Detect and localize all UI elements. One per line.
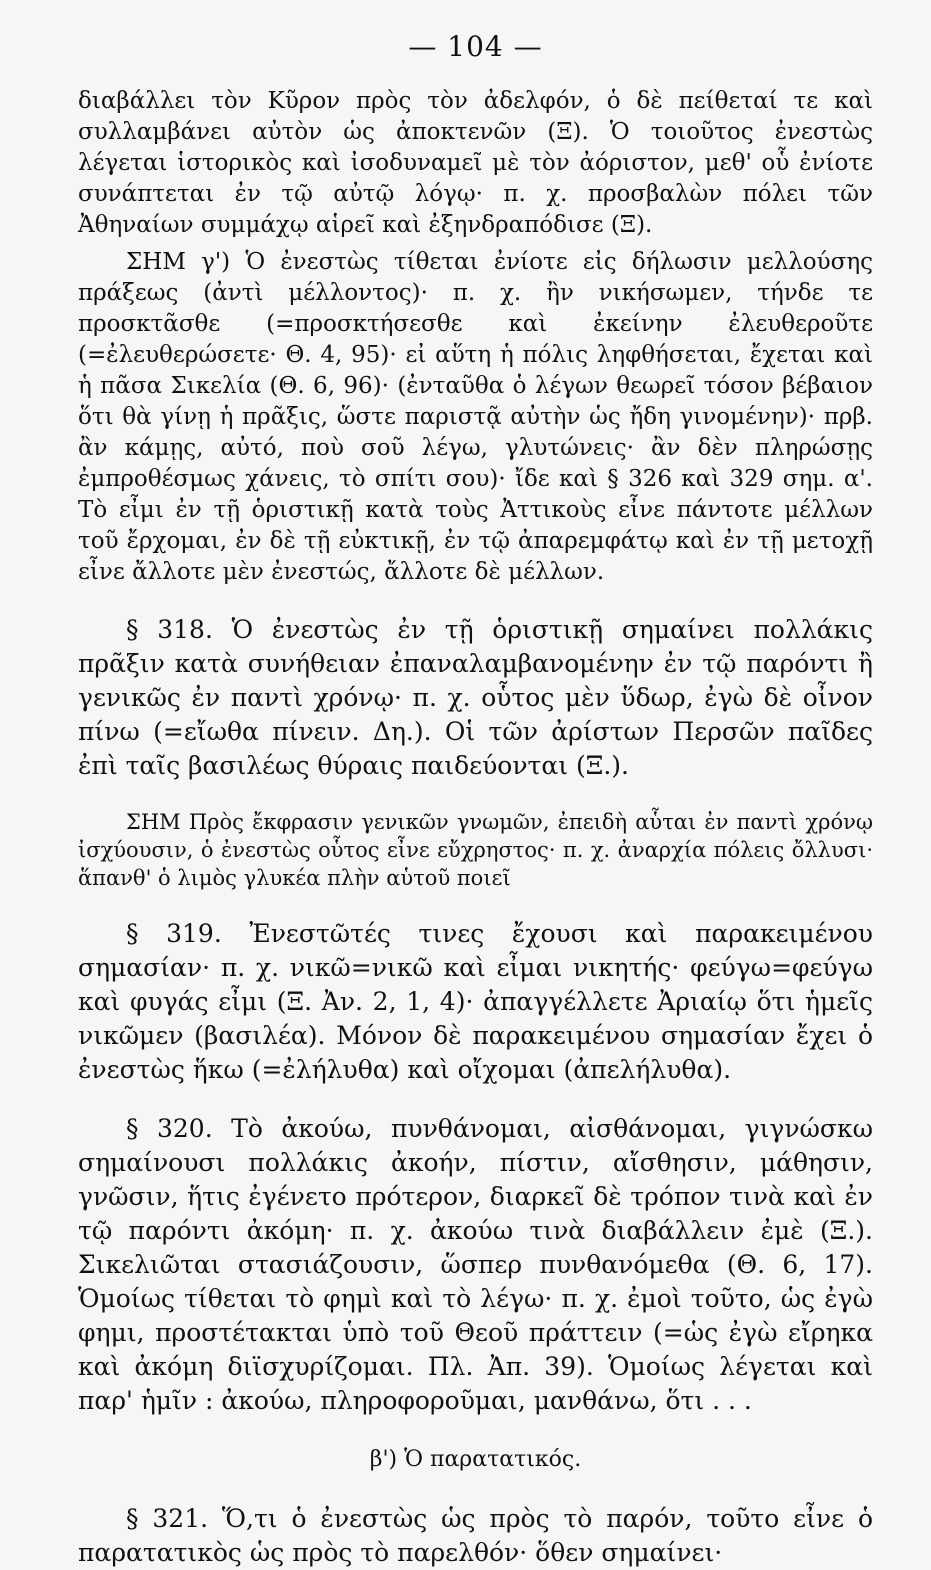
note-general-maxims bbox=[78, 808, 873, 892]
paragraph-319: § 319. Ἐνεστῶτές τινες ἔχουσι καὶ παρακειμένου σημασίαν· π. χ. νικῶ=νικῶ καὶ εἶμαι νικητής· φεύγω=φεύγω καὶ φυγάς εἶμι (Ξ. Ἀν. 2, 1, 4)· ἀπαγγέλλετε Ἀριαίῳ ὅτι ἡμεῖς νικῶμεν (βασιλέα). Μόνον δὲ παρακειμένου σημασίαν ἔχει ὁ ἐνεστὼς ἥκω (=ἐλήλυθα) καὶ οἴχομαι (ἀπελήλυθα). bbox=[78, 919, 873, 1084]
section-321 bbox=[78, 1502, 873, 1570]
paragraph-continued-text bbox=[78, 86, 873, 241]
section-319 bbox=[78, 917, 873, 1087]
section-320 bbox=[78, 1112, 873, 1418]
paragraph-318: § 318. Ὁ ἐνεστὼς ἐν τῇ ὁριστικῇ σημαίνει πολλάκις πρᾶξιν κατὰ συνήθειαν ἐπαναλαμβανομένην ἐν τῷ παρόντι ἢ γενικῶς ἐν παντὶ χρόνῳ· π. χ. οὗτος μὲν ὕδωρ, ἐγὼ δὲ οἶνον πίνω (=εἴωθα πίνειν. Δη.). Οἱ τῶν ἀρίστων Περσῶν παῖδες ἐπὶ ταῖς βασιλέως θύραις παιδεύονται (Ξ.). bbox=[78, 615, 873, 780]
paragraph-320: § 320. Τὸ ἀκούω, πυνθάνομαι, αἰσθάνομαι, γιγνώσκω σημαίνουσι πολλάκις ἀκοήν, πίστιν, αἴσθησιν, μάθησιν, γνῶσιν, ἥτις ἐγένετο πρότερον, διαρκεῖ δὲ τρόπον τινὰ καὶ ἐν τῷ παρόντι ἀκόμη· π. χ. ἀκούω τινὰ διαβάλλειν ἐμὲ (Ξ.). Σικελιῶται στασιάζουσιν, ὥσπερ πυνθανόμεθα (Θ. 6, 17). Ὁμοίως τίθεται τὸ φημὶ καὶ τὸ λέγω· π. χ. ἐμοὶ τοῦτο, ὡς ἐγὼ φημι, προστέτακται ὑπὸ τοῦ Θεοῦ πράττειν (=ὡς ἐγὼ εἴρηκα καὶ ἀκόμη διϊσχυρίζομαι. Πλ. Ἀπ. 39). Ὁμοίως λέγεται καὶ παρ' ἡμῖν : ἀκούω, πληροφοροῦμαι, μανθάνω, ὅτι . . . bbox=[78, 1114, 873, 1415]
section-heading-paratatikos: β') Ὁ παρατατικός. bbox=[369, 1447, 582, 1472]
paragraph-321: § 321. Ὅ,τι ὁ ἐνεστὼς ὡς πρὸς τὸ παρόν, τοῦτο εἶνε ὁ παρατατικὸς ὡς πρὸς τὸ παρελθόν· ὅθεν σημαίνει· bbox=[78, 1504, 873, 1567]
paragraph-note-gamma: ΣΗΜ γ') Ὁ ἐνεστὼς τίθεται ἐνίοτε εἰς δήλωσιν μελλούσης πράξεως (ἀντὶ μέλλοντος)· π. χ. ἢν νικήσωμεν, τήνδε τε προσκτᾶσθε (=προσκτήσεσθε καὶ ἐκείνην ἐλευθεροῦτε (=ἐλευθερώσετε· Θ. 4, 95)· εἰ αὕτη ἡ πόλις ληφθήσεται, ἔχεται καὶ ἡ πᾶσα Σικελία (Θ. 6, 96)· (ἐνταῦθα ὁ λέγων θεωρεῖ τόσον βέβαιον ὅτι θὰ γίνῃ ἡ πρᾶξις, ὥστε παριστᾷ αὐτὴν ὡς ἤδη γινομένην)· πρβ. ἂν κάμῃς, αὐτό, ποὺ σοῦ λέγω, γλυτώνεις· ἂν δὲν πληρώσῃς ἐμπροθέσμως χάνεις, τὸ σπίτι σου)· ἴδε καὶ § 326 καὶ 329 σημ. α'. Τὸ εἶμι ἐν τῇ ὁριστικῇ κατὰ τοὺς Ἀττικοὺς εἶνε πάντοτε μέλλων τοῦ ἔρχομαι, ἐν δὲ τῇ εὐκτικῇ, ἐν τῷ ἀπαρεμφάτῳ καὶ ἐν τῇ μετοχῇ εἶνε ἄλλοτε μὲν ἐνεστώς, ἄλλοτε δὲ μέλλων. bbox=[78, 249, 873, 585]
note-present-for-future bbox=[78, 247, 873, 588]
paragraph-historic-present: διαβάλλει τὸν Κῦρον πρὸς τὸν ἀδελφόν, ὁ δὲ πείθεταί τε καὶ συλλαμβάνει αὐτὸν ὡς ἀποκτενῶν (Ξ). Ὁ τοιοῦτος ἐνεστὼς λέγεται ἱστορικὸς καὶ ἰσοδυναμεῖ μὲ τὸν ἀόριστον, μεθ' οὗ ἐνίοτε συνάπτεται ἐν τῷ αὐτῷ λόγῳ· π. χ. προσβαλὼν πόλει τῶν Ἀθηναίων συμμάχῳ αἱρεῖ καὶ ἐξηνδραπόδισε (Ξ). bbox=[78, 88, 873, 238]
paragraph-note-maxims: ΣΗΜ Πρὸς ἔκφρασιν γενικῶν γνωμῶν, ἐπειδὴ αὗται ἐν παντὶ χρόνῳ ἰσχύουσιν, ὁ ἐνεστὼς οὗτος εἶνε εὔχρηστος· π. χ. ἀναρχία πόλεις ὄλλυσι· ἅπανθ' ὁ λιμὸς γλυκέα πλὴν αὑτοῦ ποιεῖ bbox=[78, 810, 873, 890]
page-number: — 104 — bbox=[408, 30, 543, 63]
section-318 bbox=[78, 613, 873, 783]
